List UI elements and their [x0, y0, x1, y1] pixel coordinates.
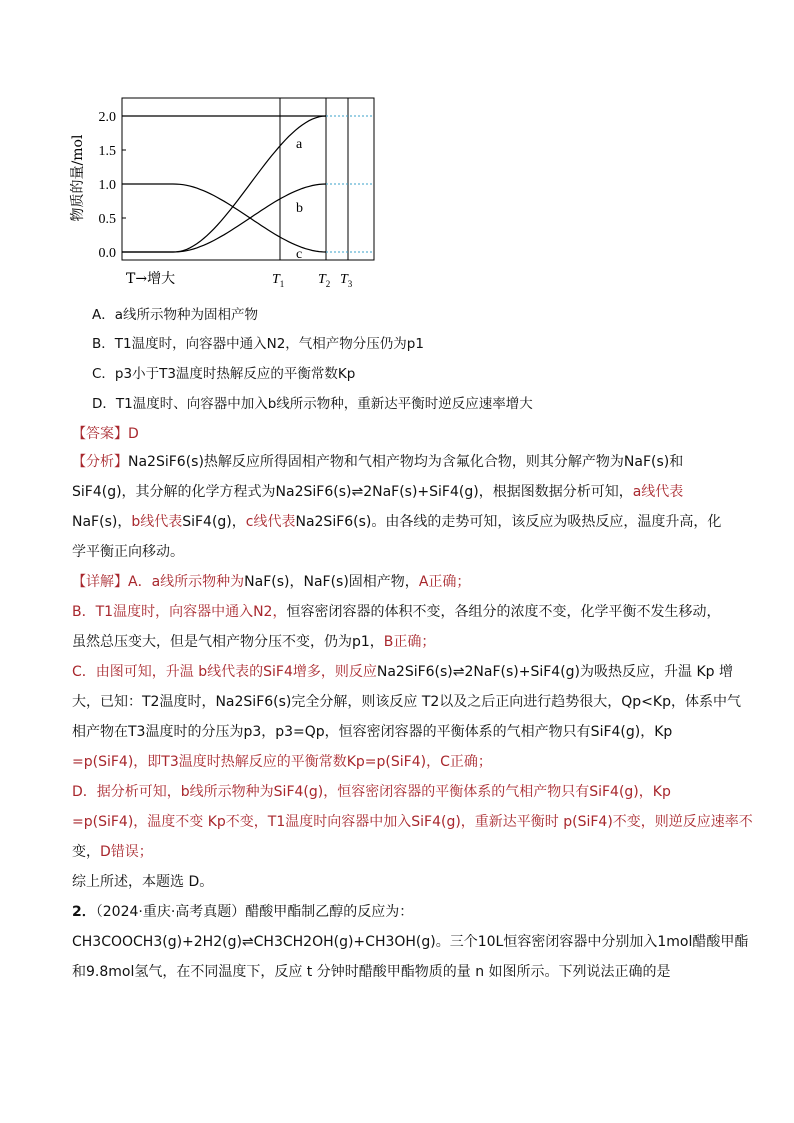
detail-line-a [72, 572, 732, 592]
vline-label-t1: $T_1$ [272, 272, 285, 289]
analysis-text-1: Na2SiF6(s)热解反应所得固相产物和气相产物均为含氟化合物，则其分解产物为NaF(s)和 [128, 454, 684, 470]
detail-line-c2: 大，已知：T2温度时，Na2SiF6(s)完全分解，则该反应 T2以及之后正向进行趋势很大，Qp<Kp，体系中气 [72, 694, 741, 710]
detail-line-d2: =p(SiF4)，温度不变 Kp不变，T1温度时向容器中加入SiF4(g)，重新达平衡时 p(SiF4)不变，则逆反应速率不 [72, 814, 753, 830]
analysis-text-2a: SiF4(g)，其分解的化学方程式为Na2SiF6(s)⇌2NaF(s)+SiF4(g)，根据图数据分析可知， [72, 484, 633, 500]
detail-line-d1 [72, 782, 732, 802]
analysis-text-3b: b线代表 [131, 514, 183, 530]
detail-c5a: =p(SiF4)，即T3温度时热解反应的平衡常数Kp=p(SiF4)， [72, 754, 441, 770]
detail-d1: D．据分析可知，b线所示物种为SiF4(g)，恒容密闭容器的平衡体系的气相产物只有SiF4(g)，Kp [72, 784, 671, 800]
question2-number: 2． [72, 904, 96, 920]
option-a: A．a线所示物种为固相产物 [92, 307, 259, 323]
answer-value: D [128, 426, 139, 442]
y-tick-label: 0.5 [98, 212, 116, 227]
detail-b3: 虽然总压变大，但是气相产物分压不变，仍为p1， [72, 634, 384, 650]
detail-line-c4 [72, 752, 732, 772]
plot-frame [122, 98, 374, 260]
detail-tag: 【详解】 [72, 574, 128, 590]
analysis-line-3 [72, 512, 732, 532]
analysis-line-2 [72, 482, 732, 502]
chart-svg [64, 90, 394, 300]
analysis-text-3e: Na2SiF6(s)。由各线的走势可知，该反应为吸热反应，温度升高，化 [295, 514, 722, 530]
series-c-label: c [296, 247, 303, 262]
detail-c1: C．由图可知，升温 b线代表的SiF4增多，则反应 [72, 664, 377, 680]
analysis-text-3d: c线代表 [245, 514, 296, 530]
detail-a3: A正确； [418, 574, 471, 590]
answer-tag: 【答案】 [72, 426, 128, 442]
option-c: C．p3小于T3温度时热解反应的平衡常数Kp [92, 366, 356, 382]
detail-line-b1 [72, 602, 732, 622]
question2-stem: 醋酸甲酯制乙醇的反应为： [245, 904, 414, 920]
detail-c2: Na2SiF6(s)⇌2NaF(s)+SiF4(g)为吸热反应，升温 Kp 增 [376, 664, 733, 680]
analysis-line-1 [72, 452, 732, 472]
analysis-text-3a: NaF(s)， [72, 514, 132, 530]
series-a-label: a [296, 137, 303, 152]
y-tick-label: 1.5 [98, 144, 116, 159]
answer-line [72, 424, 732, 444]
detail-b4: B正确； [383, 634, 436, 650]
y-tick-label: 0.0 [98, 246, 116, 261]
summary: 综上所述，本题选 D。 [72, 874, 214, 890]
question2-line2: 和9.8mol氢气，在不同温度下，反应 t 分钟时醋酸甲酯物质的量 n 如图所示。下列说法正确的是 [72, 964, 671, 980]
detail-d3b: D错误； [100, 844, 153, 860]
question2-equation: CH3COOCH3(g)+2H2(g)⇌CH3CH2OH(g)+CH3OH(g)。三个10L恒容密闭容器中分别加入1mol醋酸甲酯 [72, 934, 749, 950]
detail-d3a: 变， [72, 844, 100, 860]
detail-line-c3: 相产物在T3温度时的分压为p3，p3=Qp，恒容密闭容器的平衡体系的气相产物只有SiF4(g)，Kp [72, 724, 673, 740]
detail-a2: NaF(s)，NaF(s)固相产物， [244, 574, 419, 590]
detail-c5b: C正确； [440, 754, 492, 770]
detail-b1: B．T1温度时，向容器中通入N2， [72, 604, 287, 620]
detail-a1: A．a线所示物种为 [128, 574, 245, 590]
y-tick-label: 1.0 [98, 178, 116, 193]
x-axis-label: T→增大 [126, 271, 176, 287]
analysis-line-4: 学平衡正向移动。 [72, 544, 184, 560]
detail-line-b2 [72, 632, 732, 652]
question2-header [72, 902, 732, 922]
y-axis-label: 物质的量/mol [70, 134, 86, 222]
detail-line-d3 [72, 842, 732, 862]
analysis-text-2b: a线代表 [632, 484, 684, 500]
vline-label-t2: $T_2$ [318, 272, 331, 289]
detail-b2: 恒容密闭容器的体积不变，各组分的浓度不变，化学平衡不发生移动， [286, 604, 721, 620]
question2-source: （2024·重庆·高考真题） [95, 904, 246, 920]
option-d: D．T1温度时、向容器中加入b线所示物种，重新达平衡时逆反应速率增大 [92, 396, 533, 412]
y-tick-label: 2.0 [98, 110, 116, 125]
analysis-tag: 【分析】 [72, 454, 128, 470]
option-b: B．T1温度时，向容器中通入N2，气相产物分压仍为p1 [92, 336, 424, 352]
detail-line-c1 [72, 662, 732, 682]
vline-label-t3: $T_3$ [340, 272, 353, 289]
analysis-text-3c: SiF4(g)， [182, 514, 246, 530]
chart [64, 90, 394, 300]
series-b-label: b [296, 201, 303, 216]
